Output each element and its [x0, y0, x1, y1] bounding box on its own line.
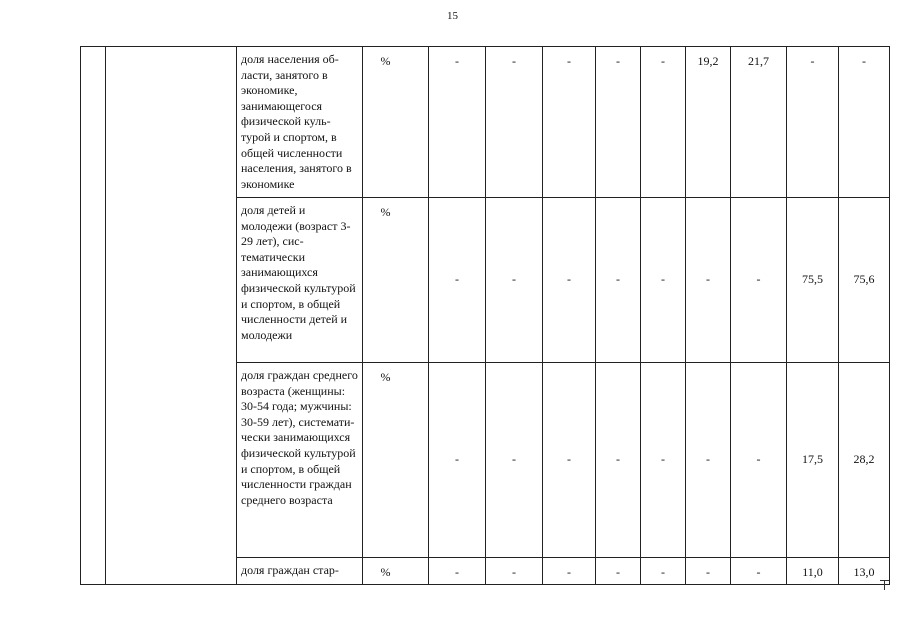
value-cell: -	[543, 47, 596, 198]
value-cell: -	[641, 198, 686, 363]
value-cell: -	[486, 558, 543, 585]
value-cell: 75,5	[787, 198, 839, 363]
value-cell: -	[543, 198, 596, 363]
value-cell: -	[686, 198, 731, 363]
value-cell: -	[641, 558, 686, 585]
value-cell: -	[839, 47, 890, 198]
value-cell: -	[486, 47, 543, 198]
indicator-name: доля граждан среднего возраста (женщины: 30-54 года; мужчины: 30-59 лет), системати-чески занимающихся физической культурой и спортом, в общей численности граждан среднего возраста	[237, 363, 363, 558]
indicator-name: доля детей и молодежи (возраст 3-29 лет), сис-тематически занимающихся физической культурой и спортом, в общей численности детей и молодежи	[237, 198, 363, 363]
value-cell: 17,5	[787, 363, 839, 558]
value-cell: -	[596, 198, 641, 363]
value-cell: -	[429, 47, 486, 198]
scan-mark-stem	[884, 580, 885, 590]
unit-cell: %	[363, 47, 429, 198]
unit-cell: %	[363, 198, 429, 363]
value-cell: -	[686, 363, 731, 558]
value-cell: -	[429, 363, 486, 558]
value-cell: -	[596, 558, 641, 585]
unit-cell: %	[363, 363, 429, 558]
value-cell: -	[543, 363, 596, 558]
value-cell: -	[596, 363, 641, 558]
value-cell: -	[486, 363, 543, 558]
value-cell: -	[641, 363, 686, 558]
value-cell: 21,7	[731, 47, 787, 198]
value-cell: -	[731, 198, 787, 363]
value-cell: 28,2	[839, 363, 890, 558]
value-cell: -	[787, 47, 839, 198]
value-cell: -	[731, 558, 787, 585]
value-cell: -	[686, 558, 731, 585]
value-cell: -	[543, 558, 596, 585]
value-cell: -	[596, 47, 641, 198]
program-name-cell	[106, 47, 237, 585]
unit-cell: %	[363, 558, 429, 585]
page-number: 15	[447, 10, 458, 22]
row-number-cell	[81, 47, 106, 585]
value-cell: -	[641, 47, 686, 198]
value-cell: -	[429, 558, 486, 585]
table-row	[81, 47, 890, 198]
indicators-table	[80, 46, 890, 585]
indicator-name: доля населения об-ласти, занятого в экономике, занимающегося физической куль-турой и спортом, в общей численности населения, занятого в экономике	[237, 47, 363, 198]
value-cell: 75,6	[839, 198, 890, 363]
value-cell: -	[731, 363, 787, 558]
value-cell: -	[429, 198, 486, 363]
value-cell: 13,0	[839, 558, 890, 585]
indicator-name: доля граждан стар-	[237, 558, 363, 585]
value-cell: 11,0	[787, 558, 839, 585]
value-cell: -	[486, 198, 543, 363]
value-cell: 19,2	[686, 47, 731, 198]
